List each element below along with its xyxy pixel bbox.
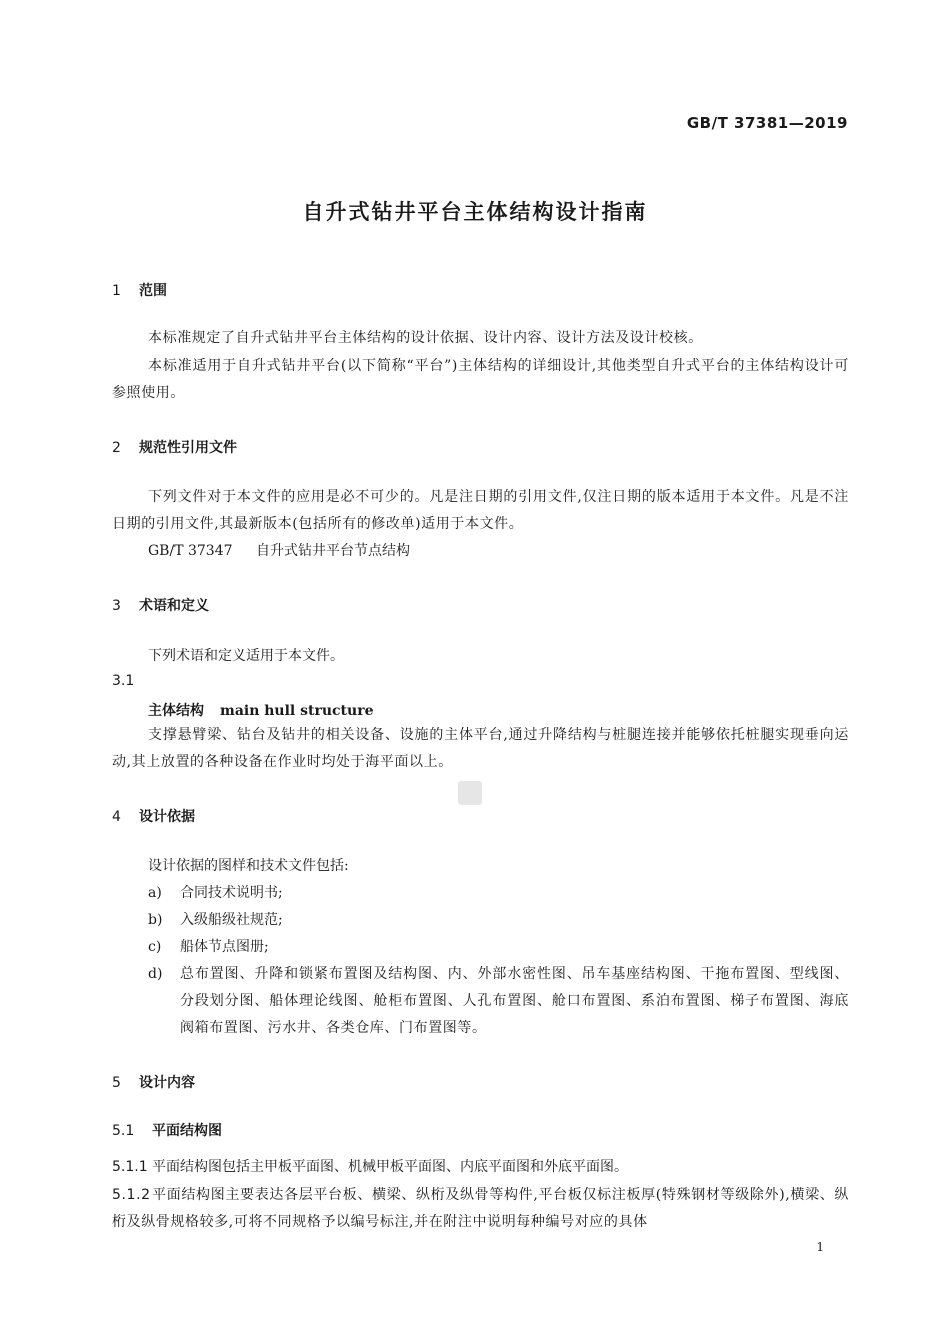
section-title: 设计依据 <box>139 809 195 825</box>
section-number: 3 <box>112 598 121 614</box>
clause-number: 3.1 <box>112 673 135 689</box>
section-title: 规范性引用文件 <box>139 440 237 456</box>
page-number: 1 <box>816 1240 824 1254</box>
section-title: 范围 <box>139 283 167 299</box>
term-chinese: 主体结构 <box>148 703 204 719</box>
reference-code: GB/T 37347 <box>148 543 233 559</box>
subsection-number: 5.1 <box>112 1123 135 1139</box>
watermark-mark <box>458 781 482 805</box>
subsection-title: 平面结构图 <box>152 1123 222 1139</box>
section-3-paragraph-1: 下列术语和定义适用于本文件。 <box>148 648 344 664</box>
section-4-paragraph-1: 设计依据的图样和技术文件包括: <box>148 858 349 874</box>
section-1-heading <box>112 280 167 300</box>
term-entry <box>148 700 373 720</box>
clause-text: 平面结构图主要表达各层平台板、横梁、纵桁及纵骨等构件,平台板仅标注板厚(特殊钢材等级除外),横梁、纵桁及纵骨规格较多,可将不同规格予以编号标注,并在附注中说明每种编号对应的具体 <box>112 1187 849 1230</box>
term-english: main hull structure <box>220 703 374 719</box>
list-item <box>148 934 269 960</box>
clause-number: 5.1.2 <box>112 1187 151 1203</box>
document-title: 自升式钻井平台主体结构设计指南 <box>302 200 648 224</box>
section-3-heading <box>112 595 209 615</box>
reference-title: 自升式钻井平台节点结构 <box>256 543 410 559</box>
section-number: 5 <box>112 1075 121 1091</box>
list-text: 合同技术说明书; <box>180 885 283 901</box>
clause-number: 5.1.1 <box>112 1159 148 1175</box>
section-number: 2 <box>112 440 121 456</box>
list-text: 总布置图、升降和锁紧布置图及结构图、内、外部水密性图、吊车基座结构图、干拖布置图、型线图、分段划分图、船体理论线图、舱柜布置图、人孔布置图、舱口布置图、系泊布置图、梯子布置图、海底阀箱布置图、污水井、各类仓库、门布置图等。 <box>180 966 849 1036</box>
list-item <box>148 907 283 933</box>
section-2-paragraph-1: 下列文件对于本文件的应用是必不可少的。凡是注日期的引用文件,仅注日期的版本适用于本文件。凡是不注日期的引用文件,其最新版本(包括所有的修改单)适用于本文件。 <box>112 489 849 532</box>
list-item <box>148 880 283 906</box>
clause-5-1-2 <box>112 1182 849 1235</box>
section-title: 术语和定义 <box>139 598 209 614</box>
section-title: 设计内容 <box>139 1075 195 1091</box>
standard-number: GB/T 37381—2019 <box>686 114 848 132</box>
term-definition: 支撑悬臂梁、钻台及钻井的相关设备、设施的主体平台,通过升降结构与桩腿连接并能够依托桩腿实现垂向运动,其上放置的各种设备在作业时均处于海平面以上。 <box>112 727 849 770</box>
section-4-heading <box>112 806 195 826</box>
clause-5-1-1 <box>112 1154 628 1180</box>
section-number: 4 <box>112 809 121 825</box>
section-number: 1 <box>112 283 121 299</box>
section-2-heading <box>112 437 237 457</box>
clause-text: 平面结构图包括主甲板平面图、机械甲板平面图、内底平面图和外底平面图。 <box>152 1159 628 1175</box>
list-label: c) <box>148 939 162 955</box>
section-5-heading <box>112 1072 195 1092</box>
subsection-5-1-heading <box>112 1120 222 1140</box>
list-text: 船体节点图册; <box>180 939 269 955</box>
section-1-paragraph-1: 本标准规定了自升式钻井平台主体结构的设计依据、设计内容、设计方法及设计校核。 <box>148 330 703 346</box>
list-label: a) <box>148 885 162 901</box>
list-label: d) <box>148 966 163 982</box>
list-label: b) <box>148 912 163 928</box>
list-item <box>148 961 849 1042</box>
normative-reference <box>148 538 410 564</box>
section-1-paragraph-2: 本标准适用于自升式钻井平台(以下简称“平台”)主体结构的详细设计,其他类型自升式平台的主体结构设计可参照使用。 <box>112 358 849 401</box>
list-text: 入级船级社规范; <box>180 912 283 928</box>
